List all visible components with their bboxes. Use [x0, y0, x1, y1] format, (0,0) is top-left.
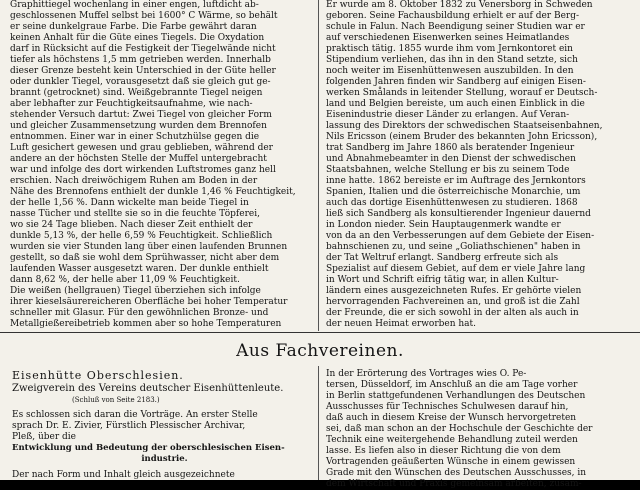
section-rule: [0, 332, 640, 333]
text-line: Stipendium verliehen, das ihn in den Stand setzte, sich: [326, 55, 578, 65]
text-line: werken Smålands in leitender Stellung, worauf er Deutsch-: [326, 88, 598, 98]
text-line: Spezialist auf diesem Gebiet, auf dem er viele Jahre lang: [326, 264, 586, 274]
text-line: in London nieder. Sein Hauptaugenmerk wandte er: [326, 220, 561, 230]
text-line: schule in Falun. Nach Beendigung seiner Studien war er: [326, 22, 585, 32]
text-line: hervorragenden Fachvereinen an, und groß ist die Zahl: [326, 297, 580, 307]
text-line: Graphittiegel wochenlang in einer engen, luftdicht ab-: [10, 0, 259, 10]
text-line: darf in Rücksicht auf die Festigkeit der Tiegelwände nicht: [10, 44, 276, 54]
text-line: Ausschusses für Technisches Schulwesen darauf hin,: [326, 402, 569, 412]
text-line: keinen Anhalt für die Güte eines Tiegels. Die Oxydation: [10, 33, 265, 43]
right-column-top: [326, 0, 632, 330]
text-line: Spanien, Italien und die österreichische Monarchie, um: [326, 187, 581, 197]
text-line: der Tat Weltruf erlangt. Sandberg erfreute sich als: [326, 253, 559, 263]
text-line: und Abnahmebeamter in den Dienst der schwedischen: [326, 154, 576, 164]
text-line: brannt (getrocknet) sind. Weißgebrannte Tiegel neigen: [10, 88, 263, 98]
text-line: Staatsbahnen, welche Stellung er bis zu seinem Tode: [326, 165, 570, 175]
text-line: von da an den Verbesserungen auf dem Gebiete der Eisen-: [326, 231, 595, 241]
text-line: Technik eine weitergehende Behandlung zuteil werden: [326, 435, 578, 445]
text-line: oder dunkler Tiegel, vorausgesetzt daß sie gleich gut ge-: [10, 77, 271, 87]
text-line: tiefer als höchstens 1,5 mm getrieben werden. Innerhalb: [10, 55, 271, 65]
text-line: andere an der höchsten Stelle der Muffel untergebracht: [10, 154, 267, 164]
text-line: geschlossenen Muffel selbst bei 1600° C Wärme, so behält: [10, 11, 278, 21]
text-line: Metallgießereibetrieb kommen aber so hohe Temperaturen: [10, 319, 282, 329]
text-line: er seine dunkelgraue Farbe. Die Farbe gewährt daran: [10, 22, 257, 32]
text-line: dann 8,62 %, der helle aber 11,09 % Feuchtigkeit.: [10, 275, 240, 285]
text-line: auch das dortige Eisenhüttenwesen zu studieren. 1868: [326, 198, 578, 208]
text-line: in Wort und Schrift eifrig tätig war, in allen Kultur-: [326, 275, 559, 285]
text-line: geboren. Seine Fachausbildung erhielt er auf der Berg-: [326, 11, 580, 21]
right-column-bottom: [326, 369, 632, 490]
text-line: nasse Tücher und stellte sie so in die feuchte Töpferei,: [10, 209, 260, 219]
left-column-bottom: [12, 369, 317, 481]
text-line: Grade mit den Wünschen des Deutschen Ausschusses, in: [326, 468, 587, 478]
text-line: aber lebhafter zur Feuchtigkeitsaufnahme, wie nach-: [10, 99, 253, 109]
intro-line: Es schlossen sich daran die Vorträge. An erster Stelle: [12, 410, 258, 420]
text-line: ihrer kieselsäurereicheren Oberfläche bei hoher Temperatur: [10, 297, 288, 307]
text-line: schneller mit Glasur. Für den gewöhnlichen Bronze- und: [10, 308, 269, 318]
text-line: erschien. Nach dreiwöchigem Ruhen am Boden in der: [10, 176, 258, 186]
text-line: Vortragenden geäußerten Wünsche in einem gewissen: [326, 457, 576, 467]
text-line: der Freunde, die er sich sowohl in der alten als auch in: [326, 308, 579, 318]
text-line: auf verschiedenen Eisenwerken seines Heimatlandes: [326, 33, 570, 43]
text-line: Nils Ericsson (einem Bruder des bekannten John Ericsson),: [326, 132, 598, 142]
text-line: der helle 1,56 %. Dann wickelte man beide Tiegel in: [10, 198, 249, 208]
intro-line: Pleß, über die: [12, 432, 77, 442]
text-line: entnommen. Einer war in einer Schutzhülse gegen die: [10, 132, 260, 142]
article-subtitle: Zweigverein des Vereins deutscher Eisenhüttenleute.: [12, 383, 284, 394]
text-line: noch weiter im Eisenhüttenwesen auszubilden. In den: [326, 66, 574, 76]
text-line: dem Wirtschaft und Praxis gemeinsam arbeiten, zusam-: [326, 479, 582, 489]
continuation-note: (Schluß von Seite 2183.): [72, 396, 160, 404]
text-line: in Berlin stattgefundenen Verhandlungen des Deutschen: [326, 391, 586, 401]
text-line: war und infolge des dort wirkenden Luftstromes ganz hell: [10, 165, 276, 175]
text-line: trat Sandberg im Jahre 1860 als beratender Ingenieur: [326, 143, 575, 153]
text-line: Luft gesichert gewesen und grau geblieben, während der: [10, 143, 273, 153]
text-line: und gleicher Zusammensetzung wurden dem Brennofen: [10, 121, 267, 131]
text-line: laufenden Wasser ausgesetzt waren. Der dunkle enthielt: [10, 264, 269, 274]
column-divider-bottom: [318, 366, 319, 480]
text-line: bahnschienen zu, und seine „Goliathschienen" haben in: [326, 242, 581, 252]
column-divider-top: [318, 0, 319, 331]
lecture-title-line: industrie.: [141, 454, 188, 464]
text-line: Er wurde am 8. Oktober 1832 zu Venersborg in Schweden: [326, 0, 593, 10]
text-line: Die weißen (hellgrauen) Tiegel überziehen sich infolge: [10, 286, 261, 296]
text-line: tersen, Düsseldorf, im Anschluß an die am Tage vorher: [326, 380, 578, 390]
text-line: dieser Grenze besteht kein Unterschied in der Güte heller: [10, 66, 276, 76]
body-line: Der nach Form und Inhalt gleich ausgezeichnete: [12, 470, 235, 480]
text-line: lassung des Direktors der schwedischen Staatseisenbahnen,: [326, 121, 603, 131]
left-column-top: [10, 0, 315, 330]
article-title: Eisenhütte Oberschlesien.: [12, 369, 184, 382]
intro-line: sprach Dr. E. Zivier, Fürstlich Plessischer Archivar,: [12, 421, 246, 431]
lecture-title-line: Entwicklung und Bedeutung der oberschlesischen Eisen-: [12, 443, 285, 453]
text-line: ländern eines ausgezeichneten Rufes. Er gehörte vielen: [326, 286, 582, 296]
text-line: lasse. Es liefen also in dieser Richtung die von dem: [326, 446, 561, 456]
text-line: ließ sich Sandberg als konsultierender Ingenieur dauernd: [326, 209, 591, 219]
text-line: dunkle 5,13 %, der helle 6,59 % Feuchtigkeit. Schließlich: [10, 231, 273, 241]
text-line: wurden sie vier Stunden lang über einen laufenden Brunnen: [10, 242, 288, 252]
text-line: sei, daß man schon an der Hochschule der Geschichte der: [326, 424, 593, 434]
text-line: der neuen Heimat erworben hat.: [326, 319, 477, 329]
text-line: inne hatte. 1862 bereiste er im Auftrage des Jernkontors: [326, 176, 586, 186]
text-line: In der Erörterung des Vortrages wies O. Pe-: [326, 369, 527, 379]
text-line: wo sie 24 Tage blieben. Nach dieser Zeit enthielt der: [10, 220, 253, 230]
text-line: gestellt, so daß sie wohl dem Sprühwasser, nicht aber dem: [10, 253, 280, 263]
text-line: folgenden Jahren finden wir Sandberg auf einigen Eisen-: [326, 77, 586, 87]
text-line: stehender Versuch dartut: Zwei Tiegel von gleicher Form: [10, 110, 272, 120]
text-line: Nähe des Brennofens enthielt der dunkle 1,46 % Feuchtigkeit,: [10, 187, 296, 197]
text-line: praktisch tätig. 1855 wurde ihm vom Jernkontoret ein: [326, 44, 573, 54]
text-line: daß auch in diesem Kreise der Wunsch hervorgetreten: [326, 413, 577, 423]
section-heading: Aus Fachvereinen.: [236, 341, 404, 361]
text-line: Eisenindustrie dieser Länder zu erlangen. Auf Veran-: [326, 110, 570, 120]
text-line: land und Belgien bereiste, um auch einen Einblick in die: [326, 99, 585, 109]
